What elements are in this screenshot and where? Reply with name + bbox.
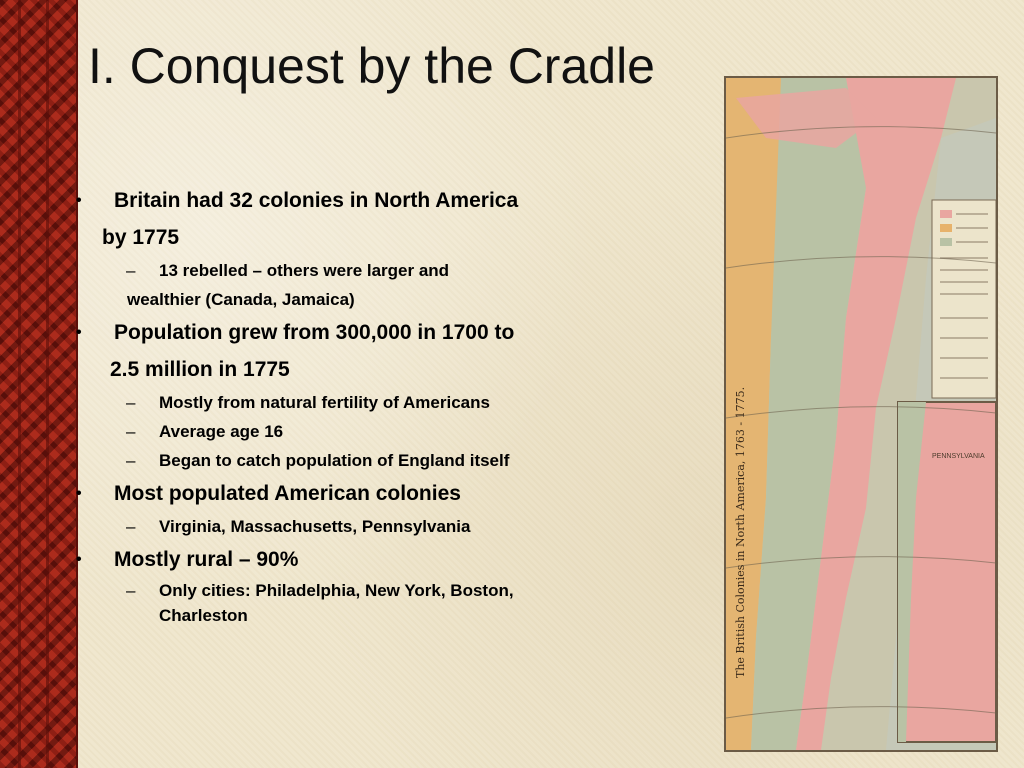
dash-marker: –	[126, 517, 136, 536]
bullet-continuation-text: 2.5 million in 1775	[110, 358, 290, 381]
bullet-text: Population grew from 300,000 in 1700 to	[114, 321, 515, 344]
sub-bullet-item	[76, 256, 726, 285]
bullet-list	[76, 182, 726, 628]
slide-title: I. Conquest by the Cradle	[88, 38, 655, 94]
sub-bullet-text: Virginia, Massachusetts, Pennsylvania	[159, 517, 471, 536]
bullet-continuation	[76, 351, 726, 388]
sub-bullet-text: Mostly from natural fertility of Americans	[159, 393, 490, 412]
colonies-map-image	[724, 76, 998, 752]
bullet-item	[76, 475, 726, 512]
dash-marker: –	[126, 393, 136, 412]
bullet-item	[76, 314, 726, 351]
dash-marker: –	[126, 261, 136, 280]
sub-bullet-continuation-text: Charleston	[159, 606, 248, 625]
bullet-continuation-text: by 1775	[102, 226, 180, 249]
sub-bullet-item	[76, 578, 726, 603]
sub-bullet-item	[76, 446, 726, 475]
bullet-text: Britain had 32 colonies in North America	[114, 189, 519, 212]
bullet-marker: •	[76, 324, 82, 341]
bullet-item	[76, 541, 726, 578]
dash-marker: –	[126, 451, 136, 470]
map-caption: The British Colonies in North America, 1763 - 1775.	[734, 386, 747, 678]
inset-label: PENNSYLVANIA	[932, 453, 985, 460]
dash-marker: –	[126, 422, 136, 441]
bullet-item	[76, 182, 726, 219]
sub-bullet-item	[76, 512, 726, 541]
sub-bullet-text: 13 rebelled – others were larger and	[159, 261, 450, 280]
dash-marker: –	[126, 581, 136, 600]
decorative-left-border	[0, 0, 78, 768]
bullet-text: Most populated American colonies	[114, 482, 461, 505]
bullet-continuation	[76, 219, 726, 256]
sub-bullet-text: Average age 16	[159, 422, 284, 441]
bullet-marker: •	[76, 192, 82, 209]
sub-bullet-continuation	[76, 603, 726, 628]
sub-bullet-text: Only cities: Philadelphia, New York, Boston,	[159, 581, 514, 600]
map-illustration	[726, 78, 996, 750]
bullet-marker: •	[76, 485, 82, 502]
sub-bullet-continuation	[76, 285, 726, 314]
sub-bullet-item	[76, 417, 726, 446]
sub-bullet-item	[76, 388, 726, 417]
sub-bullet-continuation-text: wealthier (Canada, Jamaica)	[127, 290, 355, 309]
sub-bullet-text: Began to catch population of England itself	[159, 451, 510, 470]
bullet-marker: •	[76, 551, 82, 568]
bullet-text: Mostly rural – 90%	[114, 548, 299, 571]
